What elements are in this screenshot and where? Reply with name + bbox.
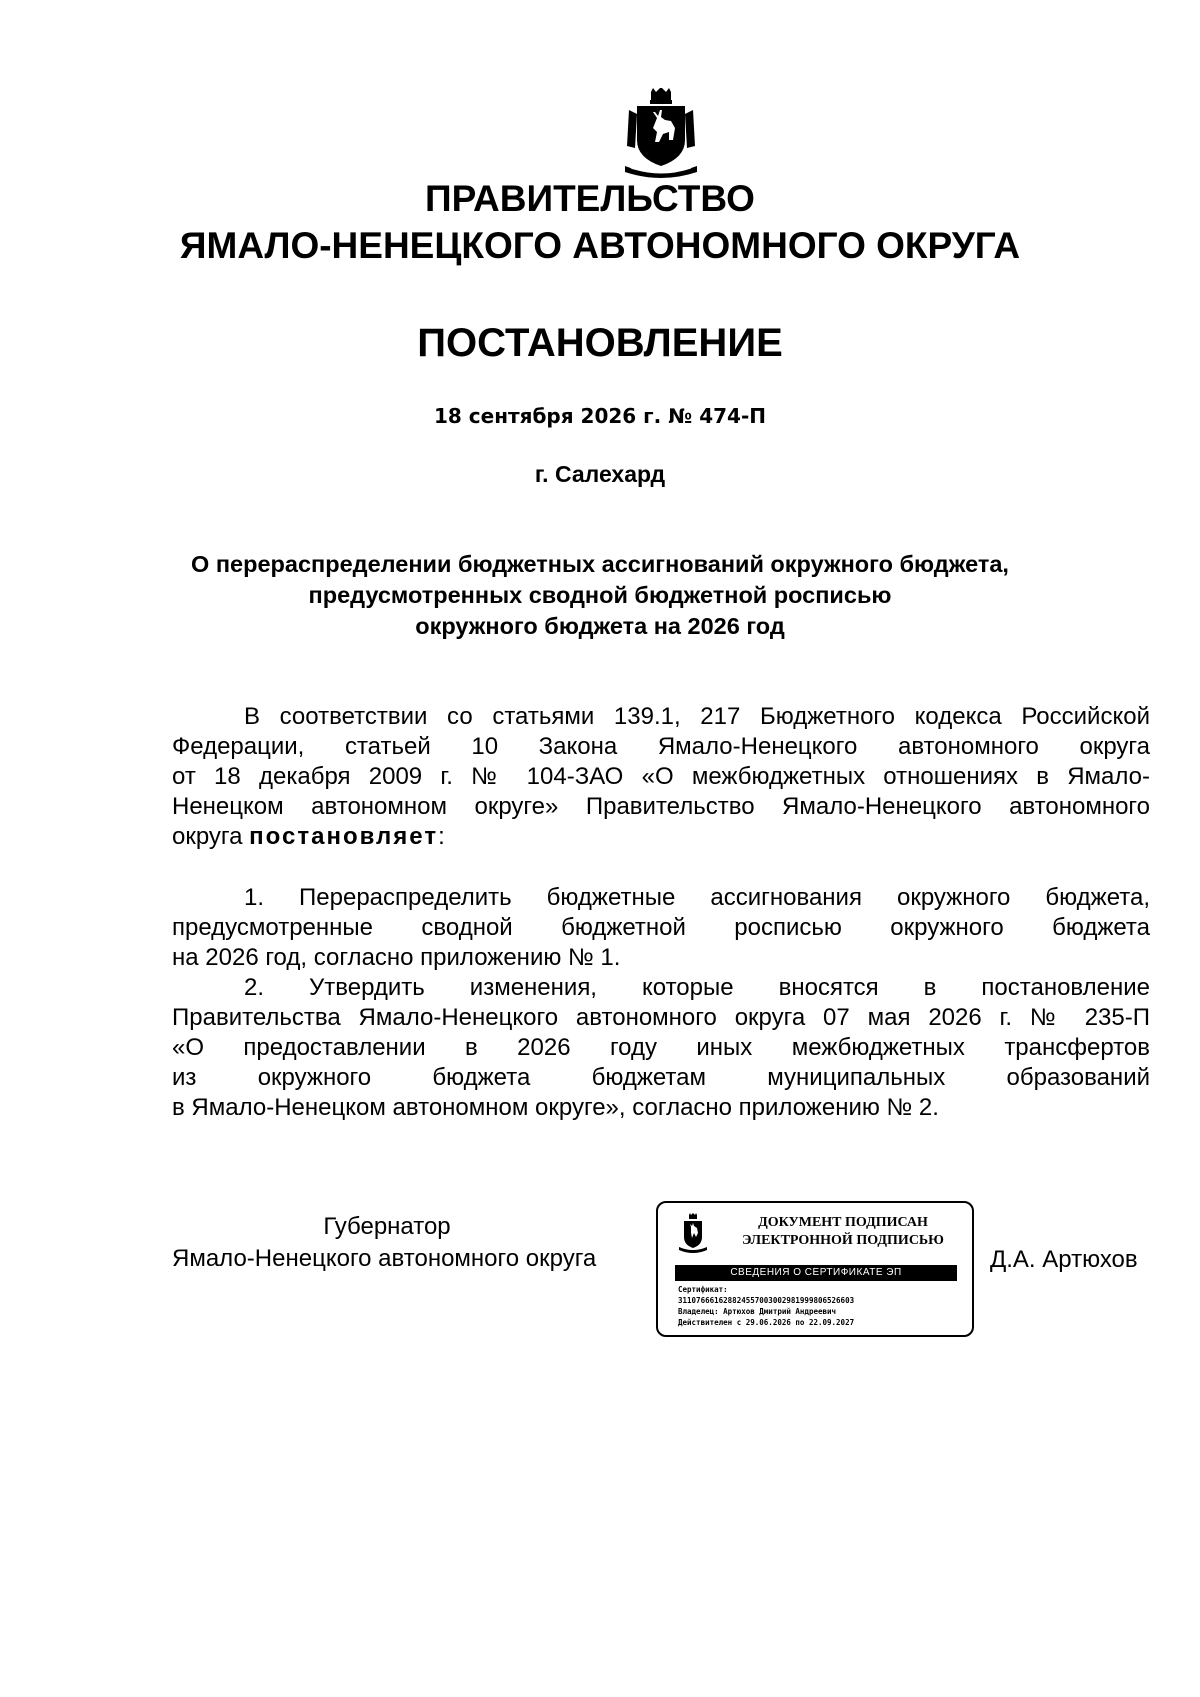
item-2-line: 2. Утвердить изменения, которые вносятся в постановление	[244, 974, 1150, 1001]
preamble-prefix: округа	[172, 823, 250, 850]
subject-heading	[0, 549, 1200, 642]
yamal-coat-of-arms-small-icon	[678, 1213, 708, 1253]
government-title-line1: ПРАВИТЕЛЬСТВО	[425, 178, 755, 219]
signatory-position	[172, 1211, 642, 1275]
subject-line: О перераспределении бюджетных ассигнований окружного бюджета,	[191, 551, 1009, 577]
subject-line: окружного бюджета на 2026 год	[415, 613, 785, 639]
stamp-title	[718, 1214, 968, 1250]
subject-line: предусмотренных сводной бюджетной росписью	[308, 582, 892, 608]
preamble-line: Ненецком автономном округе» Правительство Ямало-Ненецкого автономного	[172, 793, 1150, 820]
item-2-line: в Ямало-Ненецком автономном округе», согласно приложению № 2.	[172, 1094, 939, 1121]
signatory-name: Д.А. Артюхов	[990, 1246, 1138, 1273]
date-number: 18 сентября 2026 г. № 474-П	[433, 404, 766, 428]
preamble-line: В соответствии со статьями 139.1, 217 Бюджетного кодекса Российской	[244, 703, 1150, 730]
certificate-owner: Владелец: Артюхов Дмитрий Андреевич	[678, 1307, 837, 1316]
item-2-line: Правительства Ямало-Ненецкого автономного округа 07 мая 2026 г. № 235-П	[172, 1004, 1150, 1031]
preamble-line: от 18 декабря 2009 г. № 104-ЗАО «О межбюджетных отношениях в Ямало-	[172, 763, 1150, 790]
decree-word: постановляет	[249, 823, 439, 850]
preamble-suffix: :	[438, 823, 445, 850]
preamble-line: Федерации, статьей 10 Закона Ямало-Ненецкого автономного округа	[172, 733, 1150, 760]
item-2-line: «О предоставлении в 2026 году иных межбюджетных трансфертов	[172, 1034, 1150, 1061]
certificate-validity: Действителен с 29.06.2026 по 22.09.2027	[678, 1318, 855, 1327]
item-1-line: на 2026 год, согласно приложению № 1.	[172, 944, 621, 971]
item-2-paragraph	[172, 973, 1150, 1123]
stamp-title-line1: ДОКУМЕНТ ПОДПИСАН	[758, 1215, 928, 1230]
item-2-line: из окружного бюджета бюджетам муниципальных образований	[172, 1064, 1150, 1091]
document-type: ПОСТАНОВЛЕНИЕ	[417, 321, 783, 365]
certificate-number: 311076661628824557003002981999806526603	[678, 1296, 855, 1305]
item-1-paragraph	[172, 883, 1150, 973]
position-line2: Ямало-Ненецкого автономного округа	[172, 1245, 597, 1272]
electronic-signature-stamp	[656, 1201, 974, 1337]
yamal-coat-of-arms-icon	[623, 88, 699, 180]
government-title-line2: ЯМАЛО-НЕНЕЦКОГО АВТОНОМНОГО ОКРУГА	[179, 225, 1021, 266]
item-1-line: предусмотренные сводной бюджетной росписью окружного бюджета	[172, 914, 1150, 941]
certificate-details	[678, 1284, 968, 1328]
certificate-label: Сертификат:	[678, 1285, 728, 1294]
city: г. Салехард	[534, 461, 666, 487]
preamble-paragraph	[172, 702, 1150, 852]
position-line1: Губернатор	[323, 1213, 451, 1240]
stamp-title-line2: ЭЛЕКТРОННОЙ ПОДПИСЬЮ	[742, 1233, 944, 1248]
certificate-info-bar: СВЕДЕНИЯ О СЕРТИФИКАТЕ ЭП	[675, 1265, 957, 1281]
item-1-line: 1. Перераспределить бюджетные ассигнования окружного бюджета,	[244, 884, 1150, 911]
preamble-last-line	[172, 822, 1150, 852]
